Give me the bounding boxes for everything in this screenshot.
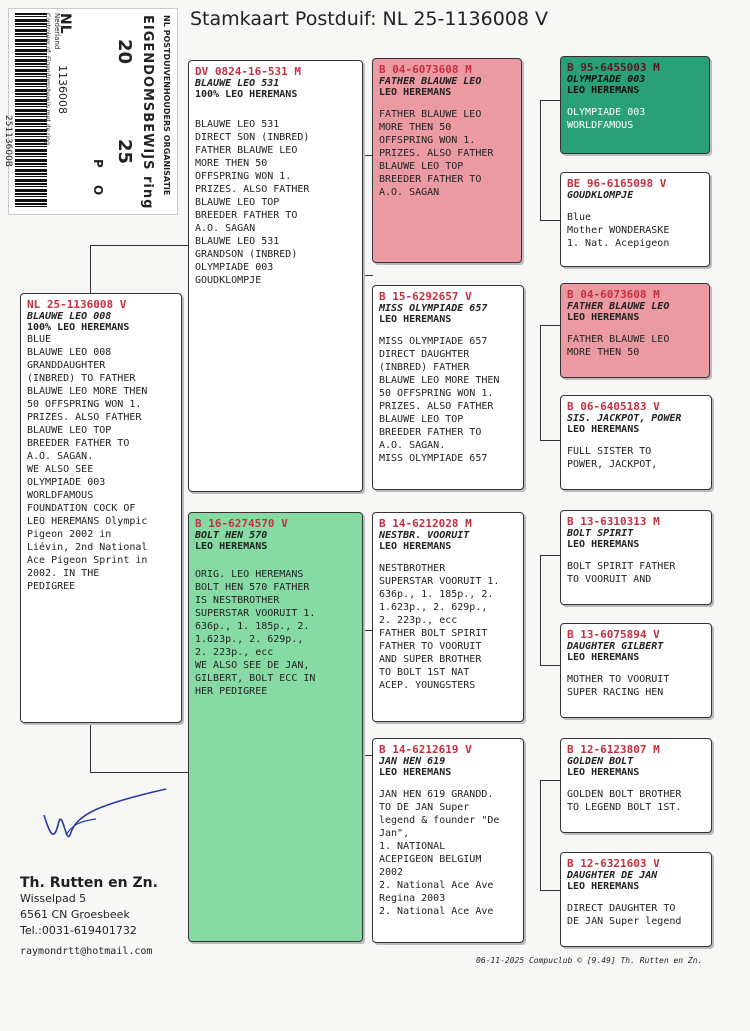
ring-card-country: NL bbox=[57, 13, 73, 34]
pigeon-name: GOLDEN BOLT bbox=[567, 756, 634, 767]
pigeon-notes: JAN HEN 619 GRANDD. TO DE JAN Super legend & founder "De Jan", 1. NATIONAL ACEPIGEON BELGIUM 2002 2. National Ace Ave Regina 2003 2. National Ace Ave bbox=[379, 789, 500, 917]
pigeon-owner: LEO HEREMANS bbox=[567, 767, 640, 778]
ring-number: B 95-6455003 M bbox=[567, 61, 660, 74]
connector-line bbox=[90, 245, 190, 246]
breeder-street: Wisselpad 5 bbox=[20, 892, 87, 905]
pigeon-notes: BLUE BLAUWE LEO 008 GRANDDAUGHTER (INBRED) TO FATHER BLAUWE LEO MORE THEN 50 OFFSPRING WON 1. PRIZES. ALSO FATHER BLAUWE LEO TOP BREEDER FATHER TO A.O. SAGAN. WE ALSO SEE OLYMPIADE 003 WORLDFAMOUS FOUNDATION COCK OF LEO HEREMANS Olympic Pigeon 2002 in Liévin, 2nd National Ace Pigeon Sprint in 2002. IN THE PEDIGREE bbox=[27, 334, 148, 592]
pigeon-card-ggp8 bbox=[560, 852, 712, 947]
ring-number: B 04-6073608 M bbox=[379, 63, 472, 76]
breeder-tel: Tel.:0031-619401732 bbox=[20, 924, 137, 937]
ring-card-sub: Nederland bbox=[53, 13, 61, 50]
pigeon-owner: LEO HEREMANS bbox=[567, 539, 640, 550]
connector-line bbox=[540, 440, 560, 441]
pigeon-owner: 100% LEO HEREMANS bbox=[195, 89, 298, 100]
pigeon-card-ggp1 bbox=[560, 56, 710, 154]
ring-card-logo-2: O bbox=[91, 185, 105, 196]
pigeon-notes: MISS OLYMPIADE 657 DIRECT DAUGHTER (INBRED) FATHER BLAUWE LEO MORE THEN 50 OFFSPRING WON 1. PRIZES. ALSO FATHER BLAUWE LEO TOP BREEDER FATHER TO A.O. SAGAN. MISS OLYMPIADE 657 bbox=[379, 336, 500, 464]
connector-line bbox=[90, 245, 91, 295]
pigeon-owner: LEO HEREMANS bbox=[567, 85, 640, 96]
pigeon-name: NESTBR. VOORUIT bbox=[379, 530, 470, 541]
pigeon-name: BOLT SPIRIT bbox=[567, 528, 634, 539]
connector-line bbox=[540, 100, 560, 101]
pigeon-card-gs1 bbox=[372, 58, 522, 263]
ring-card-number: 1136008 bbox=[56, 65, 69, 114]
ring-number: B 15-6292657 V bbox=[379, 290, 472, 303]
pigeon-name: DAUGHTER DE JAN bbox=[567, 870, 658, 881]
connector-line bbox=[90, 772, 190, 773]
pigeon-notes: FULL SISTER TO POWER, JACKPOT, bbox=[567, 446, 658, 470]
ring-card-org: NL POSTDUIVENHOUDERS ORGANISATIE bbox=[162, 15, 171, 196]
ring-number: B 06-6405183 V bbox=[567, 400, 660, 413]
ring-number: B 13-6075894 V bbox=[567, 628, 660, 641]
breeder-email[interactable]: raymondrtt@hotmail.com bbox=[20, 946, 153, 957]
pigeon-card-ggp3 bbox=[560, 283, 710, 378]
breeder-city: 6561 CN Groesbeek bbox=[20, 908, 130, 921]
pigeon-owner: LEO HEREMANS bbox=[567, 424, 640, 435]
pigeon-name: SIS. JACKPOT, POWER bbox=[567, 413, 682, 424]
pigeon-notes: NESTBROTHER SUPERSTAR VOORUIT 1. 636p., 1. 185p., 2. 1.623p., 2. 629p., 2. 223p., ecc FATHER BOLT SPIRIT FATHER TO VOORUIT AND SUPER BROTHER TO BOLT 1ST NAT ACEP. YOUNGSTERS bbox=[379, 563, 500, 691]
pigeon-card-ggp7 bbox=[560, 738, 712, 833]
connector-line bbox=[540, 325, 541, 440]
pigeon-owner: LEO HEREMANS bbox=[567, 881, 640, 892]
ring-number: B 12-6321603 V bbox=[567, 857, 660, 870]
pigeon-owner: LEO HEREMANS bbox=[379, 314, 452, 325]
pigeon-card-ggp5 bbox=[560, 510, 712, 605]
connector-line bbox=[540, 555, 560, 556]
pigeon-notes: GOLDEN BOLT BROTHER TO LEGEND BOLT 1ST. bbox=[567, 789, 682, 813]
pigeon-name: OLYMPIADE 003 bbox=[567, 74, 646, 85]
connector-line bbox=[540, 325, 560, 326]
ring-card-heading: EIGENDOMSBEWIJS ring bbox=[140, 15, 155, 210]
pigeon-notes: OLYMPIADE 003 WORLDFAMOUS bbox=[567, 107, 646, 131]
connector-line bbox=[540, 665, 560, 666]
pigeon-name: DAUGHTER GILBERT bbox=[567, 641, 664, 652]
connector-line bbox=[540, 220, 560, 221]
signature-graphic bbox=[36, 785, 176, 865]
pigeon-name: GOUDKLOMPJE bbox=[567, 190, 634, 201]
pigeon-card-gd2 bbox=[372, 738, 524, 943]
ring-card-logo-1: P bbox=[91, 159, 105, 168]
connector-line bbox=[540, 780, 541, 890]
pigeon-name: BOLT HEN 570 bbox=[195, 530, 268, 541]
breeder-info bbox=[20, 875, 158, 939]
ring-number: BE 96-6165098 V bbox=[567, 177, 667, 190]
ring-card-year-bottom: 25 bbox=[114, 139, 135, 165]
barcode-graphic bbox=[15, 13, 47, 209]
connector-line bbox=[540, 780, 560, 781]
pigeon-notes: Blue Mother WONDERASKE 1. Nat. Acepigeon bbox=[567, 212, 670, 249]
pigeon-owner: LEO HEREMANS bbox=[379, 541, 452, 552]
pigeon-name: MISS OLYMPIADE 657 bbox=[379, 303, 488, 314]
pigeon-owner: LEO HEREMANS bbox=[195, 541, 268, 552]
pigeon-owner: LEO HEREMANS bbox=[379, 87, 452, 98]
pigeon-name: BLAUWE LEO 008 bbox=[27, 311, 112, 322]
pigeon-card-ggp2 bbox=[560, 172, 710, 267]
pigeon-card-dam bbox=[188, 512, 363, 942]
ring-card-barcode-text: 25113600B bbox=[3, 115, 13, 167]
ring-number: B 13-6310313 M bbox=[567, 515, 660, 528]
connector-line bbox=[540, 890, 560, 891]
connector-line bbox=[540, 555, 541, 665]
pigeon-notes: BOLT SPIRIT FATHER TO VOORUIT AND bbox=[567, 561, 676, 585]
connector-line bbox=[540, 100, 541, 220]
breeder-name: Th. Rutten en Zn. bbox=[20, 875, 158, 891]
pigeon-card-gd1 bbox=[372, 285, 524, 490]
ring-number: B 14-6212028 M bbox=[379, 517, 472, 530]
ring-number: NL 25-1136008 V bbox=[27, 298, 127, 311]
pigeon-owner: 100% LEO HEREMANS bbox=[27, 322, 130, 333]
pigeon-notes: DIRECT DAUGHTER TO DE JAN Super legend bbox=[567, 903, 682, 927]
ring-card-check: Controleer of: Eigendomsbewijs met de ring bbox=[44, 13, 51, 145]
pigeon-notes: MOTHER TO VOORUIT SUPER RACING HEN bbox=[567, 674, 670, 698]
ring-number: B 12-6123807 M bbox=[567, 743, 660, 756]
pigeon-notes: BLAUWE LEO 531 DIRECT SON (INBRED) FATHER BLAUWE LEO MORE THEN 50 OFFSPRING WON 1. PRIZES. ALSO FATHER BLAUWE LEO TOP BREEDER FATHER TO A.O. SAGAN BLAUWE LEO 531 GRANDSON (INBRED) OLYMPIADE 003 GOUDKLOMPJE bbox=[195, 119, 310, 286]
pigeon-card-subject bbox=[20, 293, 182, 723]
ring-number: B 16-6274570 V bbox=[195, 517, 288, 530]
ring-number: DV 0824-16-531 M bbox=[195, 65, 301, 78]
page-title: Stamkaart Postduif: NL 25-1136008 V bbox=[190, 8, 549, 30]
ring-card bbox=[3, 8, 178, 215]
pigeon-card-sire bbox=[188, 60, 363, 492]
pigeon-notes: FATHER BLAUWE LEO MORE THEN 50 OFFSPRING WON 1. PRIZES. ALSO FATHER BLAUWE LEO TOP BREEDER FATHER TO A.O. SAGAN bbox=[379, 109, 494, 198]
ring-number: B 14-6212619 V bbox=[379, 743, 472, 756]
pigeon-card-gs2 bbox=[372, 512, 524, 722]
pigeon-notes: FATHER BLAUWE LEO MORE THEN 50 bbox=[567, 334, 670, 358]
pigeon-name: FATHER BLAUWE LEO bbox=[379, 76, 482, 87]
ring-number: B 04-6073608 M bbox=[567, 288, 660, 301]
pigeon-owner: LEO HEREMANS bbox=[379, 767, 452, 778]
pigeon-card-ggp4 bbox=[560, 395, 712, 490]
pigeon-notes: ORIG. LEO HEREMANS BOLT HEN 570 FATHER IS NESTBROTHER SUPERSTAR VOORUIT 1. 636p., 1. 185p., 2. 1.623p., 2. 629p., 2. 223p., ecc WE ALSO SEE DE JAN, GILBERT, BOLT ECC IN HER PEDIGREE bbox=[195, 569, 316, 697]
footer-text: 06-11-2025 Compuclub © [9.49] Th. Rutten en Zn. bbox=[476, 956, 703, 965]
pigeon-owner: LEO HEREMANS bbox=[567, 312, 640, 323]
pigeon-card-ggp6 bbox=[560, 623, 712, 718]
pigeon-owner: LEO HEREMANS bbox=[567, 652, 640, 663]
ring-card-year-top: 20 bbox=[114, 39, 135, 65]
pigeon-name: FATHER BLAUWE LEO bbox=[567, 301, 670, 312]
connector-line bbox=[90, 722, 91, 772]
pigeon-name: JAN HEN 619 bbox=[379, 756, 446, 767]
pigeon-name: BLAUWE LEO 531 bbox=[195, 78, 280, 89]
